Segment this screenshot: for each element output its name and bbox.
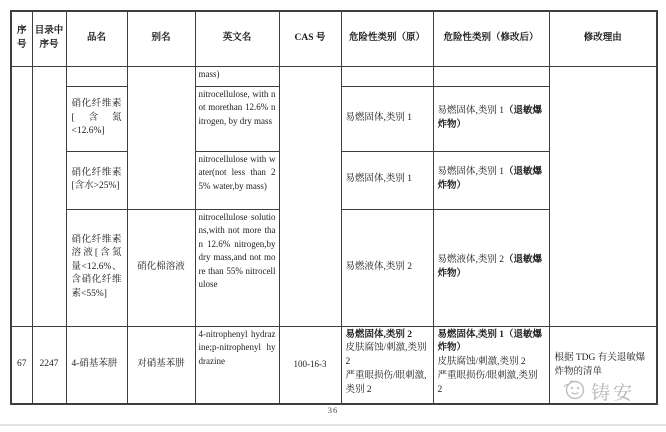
cell-catalog-empty xyxy=(32,66,66,326)
hazard-chemicals-table xyxy=(10,10,658,405)
cell-product-name: 4-硝基苯肼 xyxy=(66,326,127,404)
cell-hazard-old-empty xyxy=(341,66,433,86)
header-alias: 别名 xyxy=(127,11,195,66)
hazard-revised-bold: （退敏爆炸物） xyxy=(437,167,543,191)
cell-product-name: 硝化纤维素[含水>25%] xyxy=(66,151,127,209)
cell-reason-empty xyxy=(549,66,657,326)
cell-cas-no: 100-16-3 xyxy=(279,326,341,404)
hazard-revised-line1: 易燃固体,类别 1（退敏爆炸物） xyxy=(437,329,543,354)
cell-english-name: nitrocellulose with water(not less than 25% water,by mass) xyxy=(195,151,279,209)
cell-serial-no: 67 xyxy=(11,326,32,404)
watermark-brand-text: 铸安 xyxy=(591,383,636,404)
cell-hazard-revised xyxy=(433,326,549,404)
hazard-revised-bold: （退敏爆炸物） xyxy=(437,254,543,279)
cell-hazard-original: 易燃固体,类别 1 xyxy=(341,151,433,209)
cell-name-empty xyxy=(66,66,127,86)
bottom-divider-line xyxy=(0,424,666,426)
cell-english-name: nitrocellulose, with not morethan 12.6% nitrogen, by dry mass xyxy=(195,86,279,151)
cell-english-continuation: mass) xyxy=(195,66,279,86)
watermark-logo-icon xyxy=(560,377,588,406)
cell-hazard-revised xyxy=(433,209,549,326)
page-number: 36 xyxy=(327,405,339,415)
cell-hazard-original: 易燃固体,类别 1 xyxy=(341,86,433,151)
cell-catalog-no: 2247 xyxy=(32,326,66,404)
cell-product-name: 硝化纤维素[含氮<12.6%] xyxy=(66,86,127,151)
cell-alias: 硝化棉溶液 xyxy=(127,209,195,326)
header-english-name: 英文名 xyxy=(195,11,279,66)
header-catalog-no: 目录中序号 xyxy=(32,11,66,66)
hazard-revised-plain: 易燃液体,类别 2 xyxy=(437,254,505,265)
cell-hazard-original xyxy=(341,326,433,404)
header-serial-no: 序号 xyxy=(11,11,32,66)
table-header-row xyxy=(11,11,657,66)
cell-english-name: 4-nitrophenyl hydrazine;p-nitrophenyl hydrazine xyxy=(195,326,279,404)
cell-alias: 对硝基苯肼 xyxy=(127,326,195,404)
cell-hazard-original: 易燃液体,类别 2 xyxy=(341,209,433,326)
cell-revision-reason: 根据 TDG 有关退敏爆炸物的清单 xyxy=(549,326,657,404)
cell-english-name: nitrocellulose solutions,with not more than 12.6% nitrogen,by dry mass,and not more than 55% nitrocellulose xyxy=(195,209,279,326)
hazard-revised-line3: 严重眼损伤/眼刺激,类别 2 xyxy=(437,370,538,395)
cell-alias-empty xyxy=(127,66,195,209)
header-hazard-revised: 危险性类别（修改后） xyxy=(433,11,549,66)
header-product-name: 品名 xyxy=(66,11,127,66)
cell-hazard-new-empty xyxy=(433,66,549,86)
cell-hazard-revised xyxy=(433,86,549,151)
header-cas-no: CAS 号 xyxy=(279,11,341,66)
cell-hazard-revised xyxy=(433,151,549,209)
cell-serial-empty xyxy=(11,66,32,326)
hazard-original-line1: 易燃固体,类别 2 xyxy=(345,329,413,340)
cell-product-name: 硝化纤维素溶液[含氮量<12.6%、含硝化纤维素<55%] xyxy=(66,209,127,326)
hazard-original-line3: 严重眼损伤/眼刺激,类别 2 xyxy=(345,370,427,395)
watermark xyxy=(560,377,635,406)
header-hazard-original: 危险性类别（原） xyxy=(341,11,433,66)
hazard-revised-plain: 易燃固体,类别 1 xyxy=(437,105,505,116)
hazard-revised-bold: （退敏爆炸物） xyxy=(437,105,543,130)
hazard-revised-plain: 易燃固体,类别 1 xyxy=(437,167,505,178)
table-row-continuation xyxy=(11,66,657,86)
cell-cas-empty xyxy=(279,66,341,326)
hazard-revised-line2: 皮肤腐蚀/刺激,类别 2 xyxy=(437,357,526,368)
header-revision-reason: 修改理由 xyxy=(549,11,657,66)
hazard-original-line2: 皮肤腐蚀/刺激,类别 2 xyxy=(345,343,427,368)
